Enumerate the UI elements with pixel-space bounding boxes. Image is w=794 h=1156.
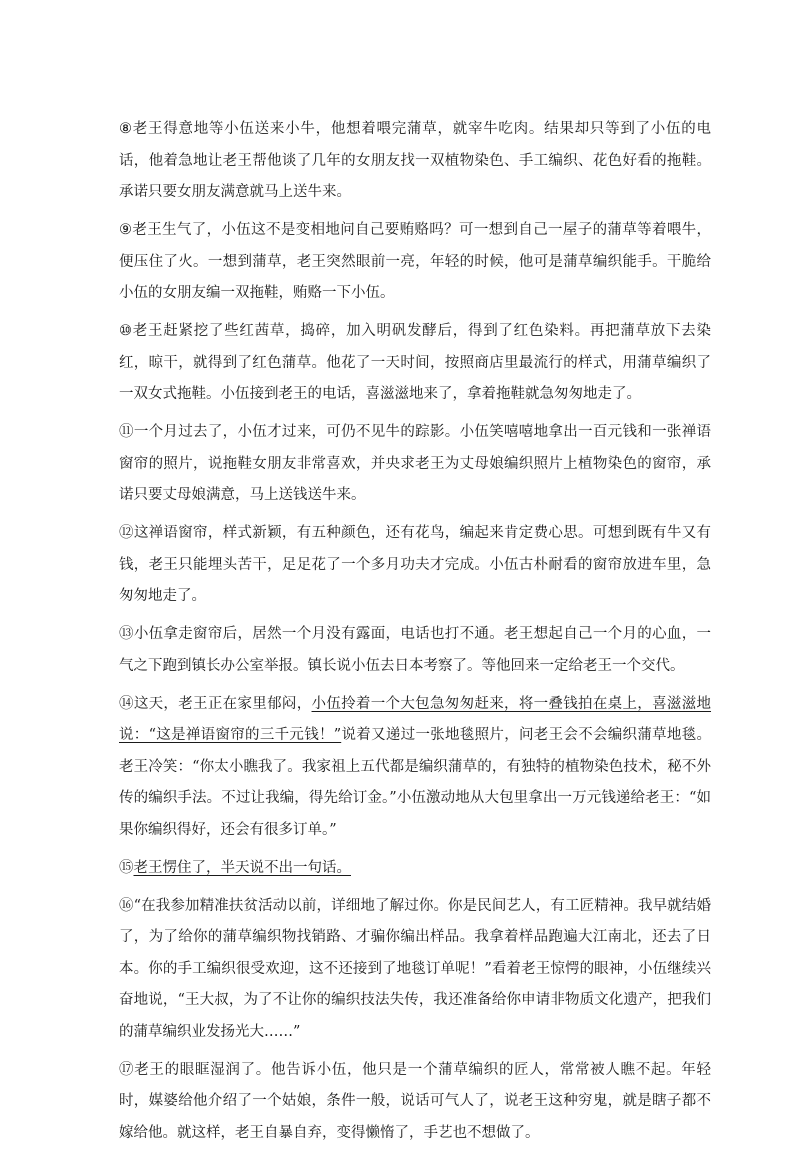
paragraph-11 (103, 417, 711, 512)
paragraph-text: 一个月过去了，小伍才过来，可仍不见牛的踪影。小伍笑嘻嘻地拿出一百元钱和一张禅语窗帘的照片，说拖鞋女朋友非常喜欢，并央求老王为丈母娘编织照片上植物染色的窗帘，承诺只要丈母娘满意，马上送钱送牛来。 (119, 424, 712, 503)
paragraph-10 (103, 316, 711, 411)
paragraph-text: 老王的眼眶湿润了。他告诉小伍，他只是一个蒲草编织的匠人，常常被人瞧不起。年轻时，媒婆给他介绍了一个姑娘，条件一般，说话可气人了，说老王这种穷鬼，就是瞎子都不嫁给他。就这样，老王自暴自弃，变得懒惰了，手艺也不想做了。 (119, 1061, 712, 1141)
paragraph-number: ⑰ (119, 1061, 135, 1078)
paragraph-16 (103, 891, 711, 1049)
paragraph-text: 老王生气了，小伍这不是变相地问自己要贿赂吗？可一想到自己一屋子的蒲草等着喂牛，便压住了火。一想到蒲草，老王突然眼前一亮，年轻的时候，他可是蒲草编织能手。干脆给小伍的女朋友编一双拖鞋，贿赂一下小伍。 (119, 222, 712, 301)
paragraph-number: ⑩ (119, 323, 133, 339)
story-body (103, 114, 711, 1156)
paragraph-number: ⑬ (119, 626, 134, 642)
paragraph-text: 这禅语窗帘，样式新颖，有五种颜色，还有花鸟，编起来肯定费心思。可想到既有牛又有钱，老王只能埋头苦干，足足花了一个多月功夫才完成。小伍古朴耐看的窗帘放进车里，急匆匆地走了。 (119, 525, 712, 604)
paragraph-17 (103, 1055, 711, 1150)
paragraph-number: ⑫ (119, 525, 134, 541)
paragraph-number: ⑨ (119, 222, 133, 238)
paragraph-text: 老王赶紧挖了些红茜草，捣碎，加入明矾发酵后，得到了红色染料。再把蒲草放下去染红，晾干，就得到了红色蒲草。他花了一天时间，按照商店里最流行的样式，用蒲草编织了一双女式拖鞋。小伍接到老王的电话，喜滋滋地来了，拿着拖鞋就急匆匆地走了。 (119, 323, 712, 402)
paragraph-text: 说着又递过一张地毯照片，问老王会不会编织蒲草地毯。老王冷笑：“你太小瞧我了。我家祖上五代都是编织蒲草的，有独特的植物染色技术，秘不外传的编织手法。不过让我编，得先给订金。”小伍激动地从大包里拿出一万元钱递给老王：“如果你编织得好，还会有很多订单。” (119, 727, 711, 838)
underlined-sentence: 老王愣住了，半天说不出一句话。 (133, 859, 351, 876)
paragraph-text: 这天，老王正在家里郁闷， (133, 695, 312, 712)
paragraph-number: ⑧ (119, 121, 133, 137)
paragraph-number: ⑭ (119, 695, 134, 712)
paragraph-number: ⑪ (119, 424, 134, 440)
paragraph-number: ⑯ (119, 897, 134, 914)
paragraph-12 (103, 518, 711, 613)
paragraph-13 (103, 619, 711, 682)
paragraph-14 (103, 689, 711, 847)
paragraph-number: ⑮ (119, 859, 134, 876)
paragraph-8 (103, 114, 711, 209)
paragraph-text: “在我参加精准扶贫活动以前，详细地了解过你。你是民间艺人，有工匠精神。我早就结婚了，为了给你的蒲草编织物找销路、才骗你编出样品。我拿着样品跑遍大江南北，还去了日本。你的手工编织很受欢迎，这不还接到了地毯订单呢！”看着老王惊愕的眼神，小伍继续兴奋地说，“王大叔，为了不让你的编织技法失传，我还准备给你申请非物质文化遗产，把我们的蒲草编织业发扬光大……” (119, 897, 711, 1040)
underlined-sentence: 小伍拎着一个大包急匆匆赶来，将一叠钱拍在桌上，喜滋滋地说：“这是禅语窗帘的三千元钱！” (119, 695, 712, 743)
paragraph-text: 老王得意地等小伍送来小牛，他想着喂完蒲草，就宰牛吃肉。结果却只等到了小伍的电话，他着急地让老王帮他谈了几年的女朋友找一双植物染色、手工编织、花色好看的拖鞋。承诺只要女朋友满意就马上送牛来。 (119, 121, 712, 200)
paragraph-9 (103, 215, 711, 310)
paragraph-text: 小伍拿走窗帘后，居然一个月没有露面，电话也打不通。老王想起自己一个月的心血，一气之下跑到镇长办公室举报。镇长说小伍去日本考察了。等他回来一定给老王一个交代。 (119, 626, 712, 674)
paragraph-15 (103, 853, 711, 885)
